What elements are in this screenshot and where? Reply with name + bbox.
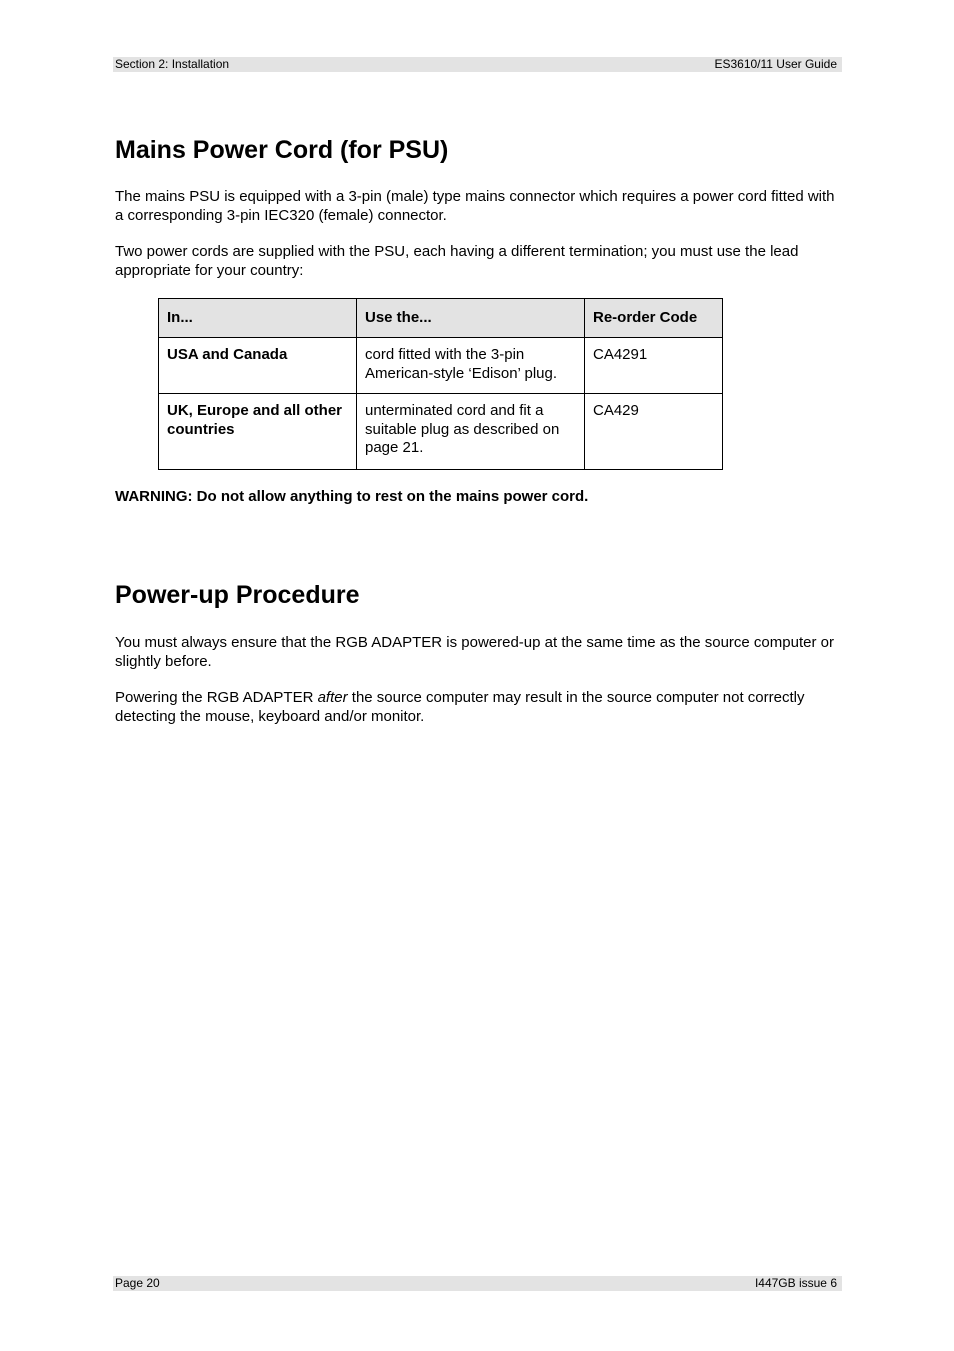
table-row xyxy=(159,338,723,394)
header-section-label: Section 2: Installation xyxy=(115,57,230,71)
paragraph-text-start: Powering the RGB ADAPTER xyxy=(115,689,318,706)
table-cell-region: UK, Europe and all other countries xyxy=(159,394,357,470)
power-cord-table xyxy=(158,298,723,470)
footer-page-number: Page 20 xyxy=(115,1276,160,1290)
table-cell-region: USA and Canada xyxy=(159,338,357,394)
warning-text: WARNING: Do not allow anything to rest on the mains power cord. xyxy=(115,488,589,505)
table-cell-code: CA429 xyxy=(585,394,723,470)
table-header-cell: In... xyxy=(159,299,357,338)
table-header-cell: Use the... xyxy=(357,299,585,338)
table-cell-cord: cord fitted with the 3-pin American-style ‘Edison’ plug. xyxy=(357,338,585,394)
paragraph-power-up-warning xyxy=(115,689,835,726)
emphasis-after: after xyxy=(317,689,348,706)
paragraph-psu-connector: The mains PSU is equipped with a 3-pin (male) type mains connector which requires a power cord fitted with a corresponding 3-pin IEC320 (female) connector. xyxy=(115,188,835,224)
footer-issue: I447GB issue 6 xyxy=(754,1276,837,1290)
paragraph-power-up-order: You must always ensure that the RGB ADAPTER is powered-up at the same time as the source computer or slightly before. xyxy=(115,634,834,670)
heading-mains-power-cord: Mains Power Cord (for PSU) xyxy=(115,136,449,164)
heading-power-up-procedure: Power-up Procedure xyxy=(115,581,360,609)
page-footer xyxy=(113,1276,842,1291)
page-header xyxy=(113,57,842,72)
table-row xyxy=(159,394,723,470)
paragraph-text-end: the source computer may result in the source computer not correctly detecting the mouse, keyboard and/or monitor. xyxy=(115,689,805,725)
table-header-cell: Re-order Code xyxy=(585,299,723,338)
table-cell-cord: unterminated cord and fit a suitable plug as described on page 21. xyxy=(357,394,585,470)
table-cell-code: CA4291 xyxy=(585,338,723,394)
header-guide-title: ES3610/11 User Guide xyxy=(714,57,837,71)
paragraph-power-cords: Two power cords are supplied with the PSU, each having a different termination; you must use the lead appropriate for your country: xyxy=(115,243,799,279)
table-header-row xyxy=(159,299,723,338)
